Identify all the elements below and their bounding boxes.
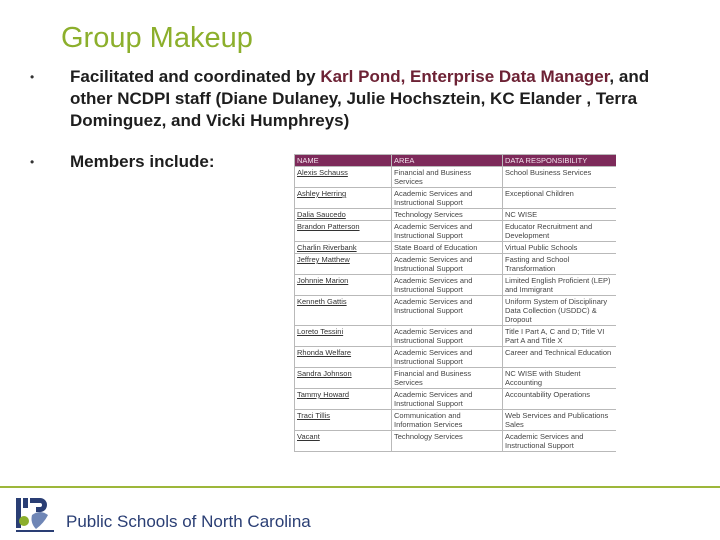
facilitator-highlight: Karl Pond, Enterprise Data Manager xyxy=(320,67,610,86)
facilitation-text-post: , and other NCDPI staff (Diane Dulaney, Julie Hochsztein, KC Elander , Terra Dominguez, and Vicki Humphreys) xyxy=(70,67,650,130)
table-row xyxy=(295,254,617,275)
members-text: Members include: xyxy=(70,152,215,171)
table-row xyxy=(295,347,617,368)
cell-data-responsibility: Uniform System of Disciplinary Data Collection (USDDC) & Dropout xyxy=(503,296,617,326)
table-row xyxy=(295,368,617,389)
cell-name: Vacant xyxy=(295,431,392,452)
cell-area: State Board of Education xyxy=(392,242,503,254)
cell-area: Academic Services and Instructional Support xyxy=(392,296,503,326)
cell-name: Johnnie Marion xyxy=(295,275,392,296)
members-table-container xyxy=(294,154,616,467)
facilitation-text-pre: Facilitated and coordinated by xyxy=(70,67,321,86)
cell-name: Traci Tillis xyxy=(295,410,392,431)
cell-data-responsibility: Educator Recruitment and Development xyxy=(503,221,617,242)
cell-area: Financial and Business Services xyxy=(392,368,503,389)
cell-data-responsibility: Exceptional Children xyxy=(503,188,617,209)
header-area: AREA xyxy=(392,155,503,167)
cell-name: Tammy Howard xyxy=(295,389,392,410)
cell-name: Alexis Schauss xyxy=(295,167,392,188)
cell-area: Academic Services and Instructional Support xyxy=(392,389,503,410)
table-row xyxy=(295,167,617,188)
cell-data-responsibility: NC WISE with Student Accounting xyxy=(503,368,617,389)
bullet-marker: • xyxy=(30,155,35,169)
facilitation-text xyxy=(70,66,690,132)
members-table xyxy=(294,154,616,452)
table-header-row xyxy=(295,155,617,167)
cell-area: Academic Services and Instructional Support xyxy=(392,275,503,296)
cell-data-responsibility: School Business Services xyxy=(503,167,617,188)
cell-name: Ashley Herring xyxy=(295,188,392,209)
cell-data-responsibility: Fasting and School Transformation xyxy=(503,254,617,275)
cell-name: Sandra Johnson xyxy=(295,368,392,389)
footer-divider xyxy=(0,486,720,488)
cell-area: Academic Services and Instructional Support xyxy=(392,188,503,209)
cell-area: Financial and Business Services xyxy=(392,167,503,188)
cell-data-responsibility: Web Services and Publications Sales xyxy=(503,410,617,431)
table-row xyxy=(295,296,617,326)
cell-data-responsibility: Accountability Operations xyxy=(503,389,617,410)
cell-area: Academic Services and Instructional Support xyxy=(392,326,503,347)
cell-area: Technology Services xyxy=(392,209,503,221)
table-row xyxy=(295,242,617,254)
table-row xyxy=(295,275,617,296)
cell-name: Jeffrey Matthew xyxy=(295,254,392,275)
table-row xyxy=(295,221,617,242)
table-row xyxy=(295,389,617,410)
cell-data-responsibility: Limited English Proficient (LEP) and Immigrant xyxy=(503,275,617,296)
cell-data-responsibility: Title I Part A, C and D; Title VI Part A and Title X xyxy=(503,326,617,347)
cell-data-responsibility: Career and Technical Education xyxy=(503,347,617,368)
bullet-marker: • xyxy=(30,70,35,84)
cell-area: Academic Services and Instructional Support xyxy=(392,347,503,368)
cell-name: Rhonda Welfare xyxy=(295,347,392,368)
cell-name: Charlin Riverbank xyxy=(295,242,392,254)
cell-name: Kenneth Gattis xyxy=(295,296,392,326)
table-row xyxy=(295,431,617,452)
cell-name: Brandon Patterson xyxy=(295,221,392,242)
cell-data-responsibility: Academic Services and Instructional Support xyxy=(503,431,617,452)
table-row xyxy=(295,410,617,431)
table-body xyxy=(295,167,617,452)
cell-data-responsibility: Virtual Public Schools xyxy=(503,242,617,254)
cell-area: Academic Services and Instructional Support xyxy=(392,221,503,242)
bullet-item-facilitation xyxy=(30,66,690,132)
cell-data-responsibility: NC WISE xyxy=(503,209,617,221)
header-data-responsibility: DATA RESPONSIBILITY xyxy=(503,155,617,167)
table-row xyxy=(295,188,617,209)
cell-area: Technology Services xyxy=(392,431,503,452)
dpi-logo-icon xyxy=(14,495,58,535)
header-name: NAME xyxy=(295,155,392,167)
cell-name: Loreto Tessini xyxy=(295,326,392,347)
page-title: Group Makeup xyxy=(61,22,253,54)
table-row xyxy=(295,326,617,347)
cell-area: Communication and Information Services xyxy=(392,410,503,431)
table-row xyxy=(295,209,617,221)
cell-name: Dalia Saucedo xyxy=(295,209,392,221)
footer-organization: Public Schools of North Carolina xyxy=(66,512,311,531)
cell-area: Academic Services and Instructional Support xyxy=(392,254,503,275)
